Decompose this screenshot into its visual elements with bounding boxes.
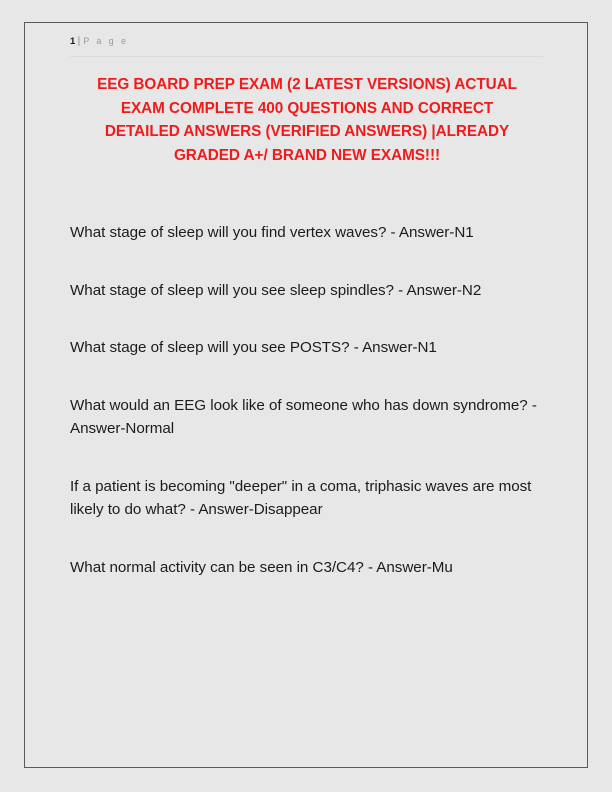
qa-list <box>70 221 554 579</box>
qa-item: What normal activity can be seen in C3/C4? - Answer-Mu <box>70 558 453 576</box>
page-number: 1 <box>70 36 76 47</box>
page-word-label: P a g e <box>83 36 129 46</box>
qa-item: If a patient is becoming "deeper" in a coma, triphasic waves are most likely to do what? - Answer-Disappear <box>70 477 532 518</box>
document-title: EEG BOARD PREP EXAM (2 LATEST VERSIONS) ACTUAL EXAM COMPLETE 400 QUESTIONS AND CORRECT DETAILED ANSWERS (VERIFIED ANSWERS) |ALREADY GRADED A+/ BRAND NEW EXAMS!!! <box>97 76 517 164</box>
header-divider <box>70 56 543 57</box>
header-separator: | <box>77 36 81 47</box>
document-page <box>24 22 588 768</box>
running-header <box>70 36 543 58</box>
qa-item: What stage of sleep will you find vertex waves? - Answer-N1 <box>70 224 474 241</box>
header-page-label <box>70 36 543 47</box>
qa-item: What stage of sleep will you see sleep spindles? - Answer-N2 <box>70 281 482 299</box>
qa-item: What would an EEG look like of someone who has down syndrome? - Answer-Normal <box>70 396 537 437</box>
qa-item: What stage of sleep will you see POSTS? - Answer-N1 <box>70 339 437 356</box>
